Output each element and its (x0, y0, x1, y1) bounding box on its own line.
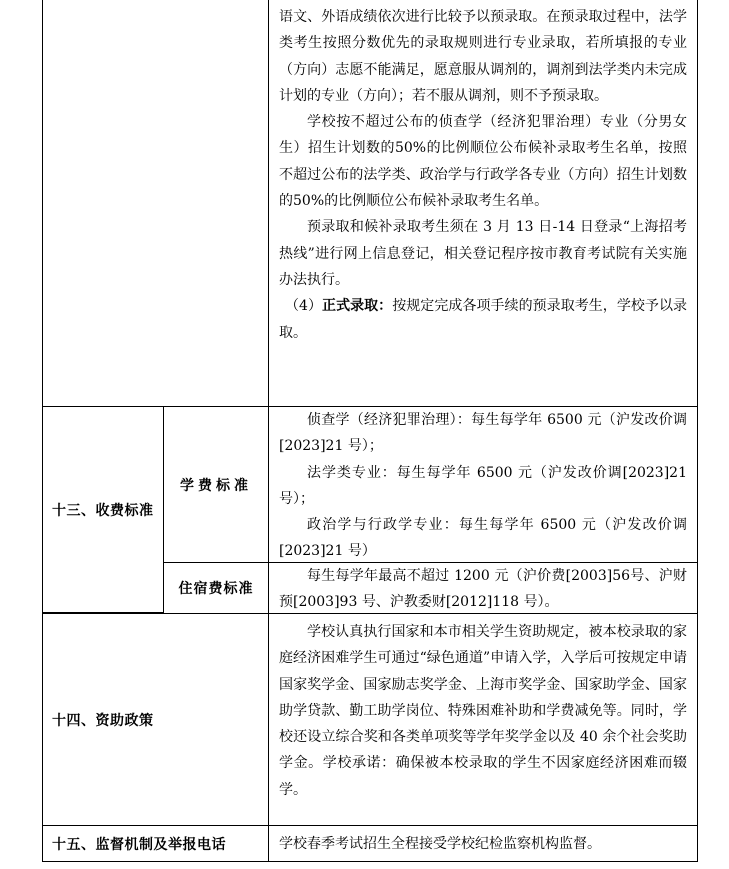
tuition-label-cell (163, 406, 268, 563)
tuition-content-cell (268, 406, 698, 563)
supervision-section-title: 十五、监督机制及举报电话 (52, 836, 226, 853)
admission-table (42, 0, 698, 862)
formal-admission-text: 按规定完成各项手续的预录取考生，学校予以录取。 (279, 298, 688, 341)
housing-label: 住宿费标准 (178, 581, 254, 597)
aid-content-cell (268, 613, 698, 825)
fees-section-title: 十三、收费标准 (52, 502, 154, 519)
continuation-label-cell (42, 0, 268, 406)
tuition-law: 法学类专业：每生每学年 6500 元（沪发改价调[2023]21 号）； (279, 464, 687, 507)
aid-section-title: 十四、资助政策 (52, 712, 154, 729)
formal-admission-number: （4） (285, 298, 323, 315)
supervision-content-cell (268, 825, 698, 862)
supervision-section-label (42, 825, 268, 862)
tuition-politics: 政治学与行政学专业：每生每学年 6500 元（沪发改价调[2023]21 号） (279, 517, 687, 560)
admission-rules-paragraph: 语文、外语成绩依次进行比较予以预录取。在预录取过程中，法学类考生按照分数优先的录取规则进行专业录取，若所填报的专业（方向）志愿不能满足，愿意服从调剂的，调剂到法学类内未完成计划的专业（方向）；若不服从调剂，则不予预录取。 (279, 9, 687, 104)
tuition-label: 学费标准 (180, 477, 252, 494)
aid-text: 学校认真执行国家和本市相关学生资助规定，被本校录取的家庭经济困难学生可通过“绿色通道”申请入学，入学后可按规定申请国家奖学金、国家励志奖学金、上海市奖学金、国家助学金、国家助学贷款、勤工助学岗位、特殊困难补助和学费减免等。同时，学校还设立综合奖和各类单项奖等学年奖学金以及 40 余个社会奖助学金。学校承诺：确保被本校录取的学生不因家庭经济困难而辍学。 (279, 624, 687, 798)
admission-rules-cell (268, 0, 698, 406)
aid-section-label (42, 613, 268, 825)
waitlist-paragraph: 学校按不超过公布的侦查学（经济犯罪治理）专业（分男女生）招生计划数的50%的比例顺位公布候补录取考生名单，按照不超过公布的法学类、政治学与行政学各专业（方向）招生计划数的50%的比例顺位公布候补录取考生名单。 (279, 114, 687, 210)
tuition-investigation: 侦查学（经济犯罪治理）：每生每学年 6500 元（沪发改价调[2023]21 号）； (279, 412, 687, 455)
supervision-text: 学校春季考试招生全程接受学校纪检监察机构监督。 (279, 836, 601, 852)
housing-label-cell (163, 563, 268, 613)
housing-text: 每生每学年最高不超过 1200 元（沪价费[2003]56号、沪财预[2003]93 号、沪教委财[2012]118 号）。 (279, 568, 687, 611)
formal-admission-heading: 正式录取： (322, 298, 393, 315)
registration-paragraph: 预录取和候补录取考生须在 3 月 13 日-14 日登录“上海招考热线”进行网上信息登记，相关登记程序按市教育考试院有关实施办法执行。 (279, 219, 687, 288)
formal-admission-paragraph (279, 293, 687, 346)
housing-content-cell (268, 563, 698, 613)
fees-section-label (42, 406, 163, 613)
